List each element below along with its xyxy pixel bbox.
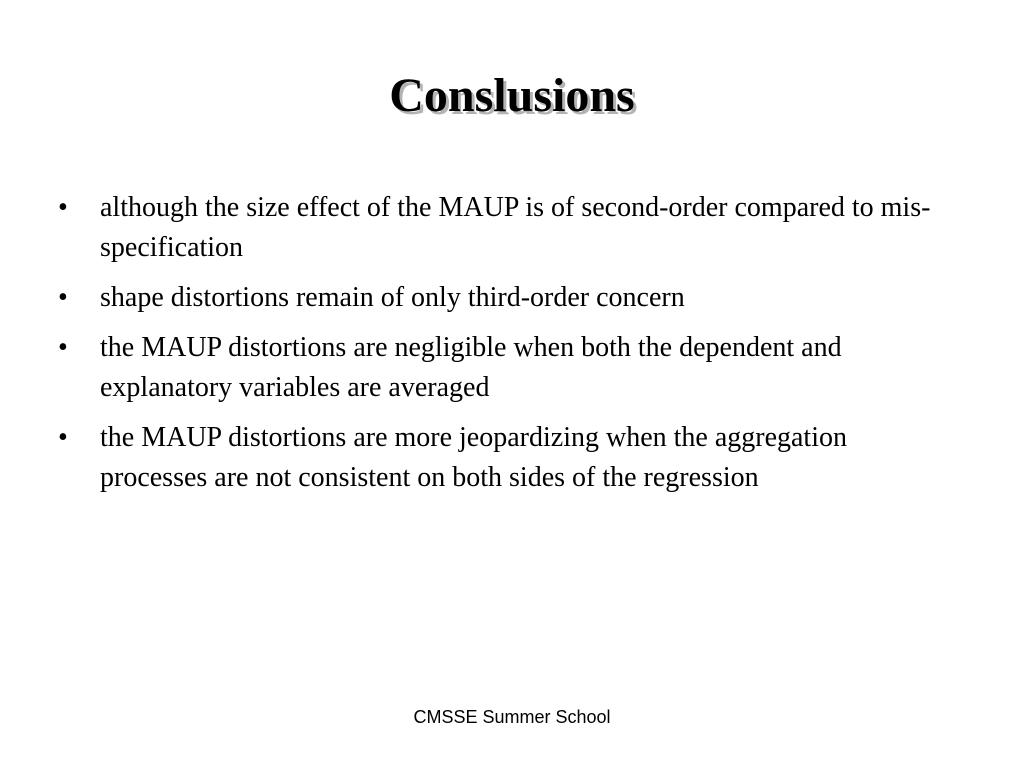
bullet-list <box>58 188 958 508</box>
bullet-text: the MAUP distortions are more jeopardizing when the aggregation processes are not consistent on both sides of the regression <box>100 422 847 493</box>
slide-footer: CMSSE Summer School <box>413 707 611 727</box>
bullet-point-icon: • <box>58 422 68 453</box>
bullet-item <box>58 418 958 498</box>
bullet-text: although the size effect of the MAUP is of second-order compared to mis-specification <box>100 192 931 263</box>
slide-title: Conslusions <box>389 69 635 122</box>
bullet-text: the MAUP distortions are negligible when both the dependent and explanatory variables are averaged <box>100 332 842 403</box>
bullet-item <box>58 188 958 268</box>
bullet-item <box>58 328 958 408</box>
bullet-point-icon: • <box>58 332 68 363</box>
bullet-point-icon: • <box>58 192 68 223</box>
bullet-point-icon: • <box>58 282 68 313</box>
bullet-item <box>58 278 958 318</box>
bullet-text: shape distortions remain of only third-order concern <box>100 282 685 313</box>
